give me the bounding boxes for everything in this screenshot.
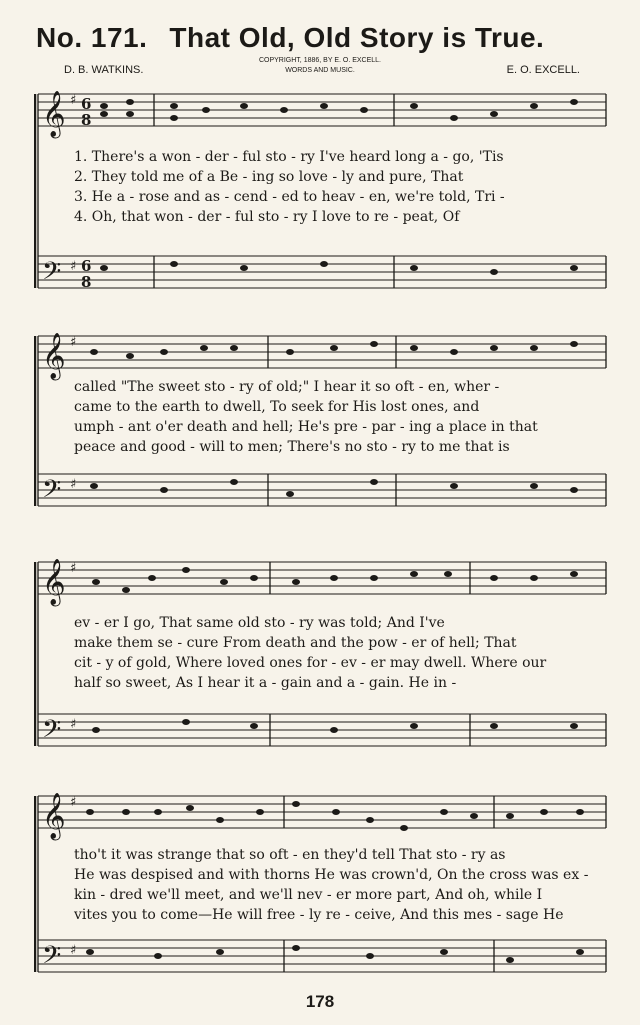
key-sharp-treble: ♯ (70, 335, 77, 350)
time-sig-top-bass: 6 (81, 257, 92, 275)
words-and-music-line: WORDS AND MUSIC. (285, 67, 355, 74)
key-sharp-bass: ♯ (70, 259, 77, 274)
composer-credit: E. O. EXCELL. (506, 64, 580, 76)
time-sig-bottom-bass: 8 (81, 273, 92, 291)
lyric-line-verse-3: 3. He a - rose and as - cend - ed to heav - en, we're told, Tri - (74, 189, 505, 205)
music-system-2 (34, 322, 608, 532)
treble-clef: 𝄞 (42, 333, 66, 379)
time-sig-bottom-treble: 8 (81, 111, 92, 129)
treble-clef: 𝄞 (42, 793, 66, 839)
treble-staff (38, 94, 606, 126)
lyric-line-verse-3: cit - y of gold, Where loved ones for - ev - er may dwell. Where our (74, 655, 547, 671)
lyric-line-verse-2: 2. They told me of a Be - ing so love - ly and pure, That (74, 169, 464, 185)
bass-clef: 𝄢 (42, 715, 62, 750)
hymn-title-line (36, 22, 616, 54)
key-sharp-bass: ♯ (70, 477, 77, 492)
treble-clef: 𝄞 (42, 559, 66, 605)
key-sharp-treble: ♯ (70, 795, 77, 810)
music-system-4 (34, 782, 608, 990)
key-sharp-bass: ♯ (70, 943, 77, 958)
hymn-number: No. 171. (36, 22, 148, 53)
bass-clef: 𝄢 (42, 941, 62, 976)
lyric-line-verse-1: 1. There's a won - der - ful sto - ry I've heard long a - go, 'Tis (74, 149, 504, 165)
lyric-line-verse-4: half so sweet, As I hear it a - gain and a - gain. He in - (74, 675, 457, 691)
lyric-line-verse-1: ev - er I go, That same old sto - ry was told; And I've (74, 615, 445, 631)
lyric-line-verse-2: He was despised and with thorns He was crown'd, On the cross was ex - (74, 867, 589, 883)
music-system-1 (34, 82, 608, 302)
key-sharp-bass: ♯ (70, 717, 77, 732)
hymn-title: That Old, Old Story is True. (169, 22, 545, 53)
page-number: 178 (305, 992, 335, 1011)
key-sharp-treble: ♯ (70, 561, 77, 576)
lyric-line-verse-4: 4. Oh, that won - der - ful sto - ry I love to re - peat, Of (74, 209, 460, 225)
bass-staff (38, 474, 606, 506)
time-sig-top-treble: 6 (81, 95, 92, 113)
lyric-line-verse-2: make them se - cure From death and the pow - er of hell; That (74, 635, 517, 651)
copyright-line: COPYRIGHT, 1886, BY E. O. EXCELL. (258, 57, 382, 64)
lyric-line-verse-4: peace and good - will to men; There's no sto - ry to me that is (74, 439, 510, 455)
lyric-line-verse-1: called "The sweet sto - ry of old;" I hear it so oft - en, wher - (74, 379, 500, 395)
bass-clef: 𝄢 (42, 475, 62, 510)
music-system-3 (34, 548, 608, 768)
note-heads (100, 99, 578, 275)
bass-staff (38, 940, 606, 972)
bass-staff (38, 714, 606, 746)
author-credit: D. B. WATKINS. (64, 64, 144, 76)
lyric-line-verse-4: vites you to come—He will free - ly re - ceive, And this mes - sage He (74, 907, 564, 923)
bass-staff (38, 256, 606, 288)
lyric-line-verse-2: came to the earth to dwell, To seek for His lost ones, and (74, 399, 480, 415)
treble-clef: 𝄞 (42, 91, 66, 137)
lyric-line-verse-3: umph - ant o'er death and hell; He's pre - par - ing a place in that (74, 419, 538, 435)
bass-clef: 𝄢 (42, 257, 62, 292)
barlines (35, 796, 606, 972)
lyric-line-verse-3: kin - dred we'll meet, and we'll nev - er more part, And oh, while I (74, 887, 543, 903)
key-sharp-treble: ♯ (70, 93, 77, 108)
lyric-line-verse-1: tho't it was strange that so oft - en they'd tell That sto - ry as (74, 847, 506, 863)
treble-staff (38, 336, 606, 368)
